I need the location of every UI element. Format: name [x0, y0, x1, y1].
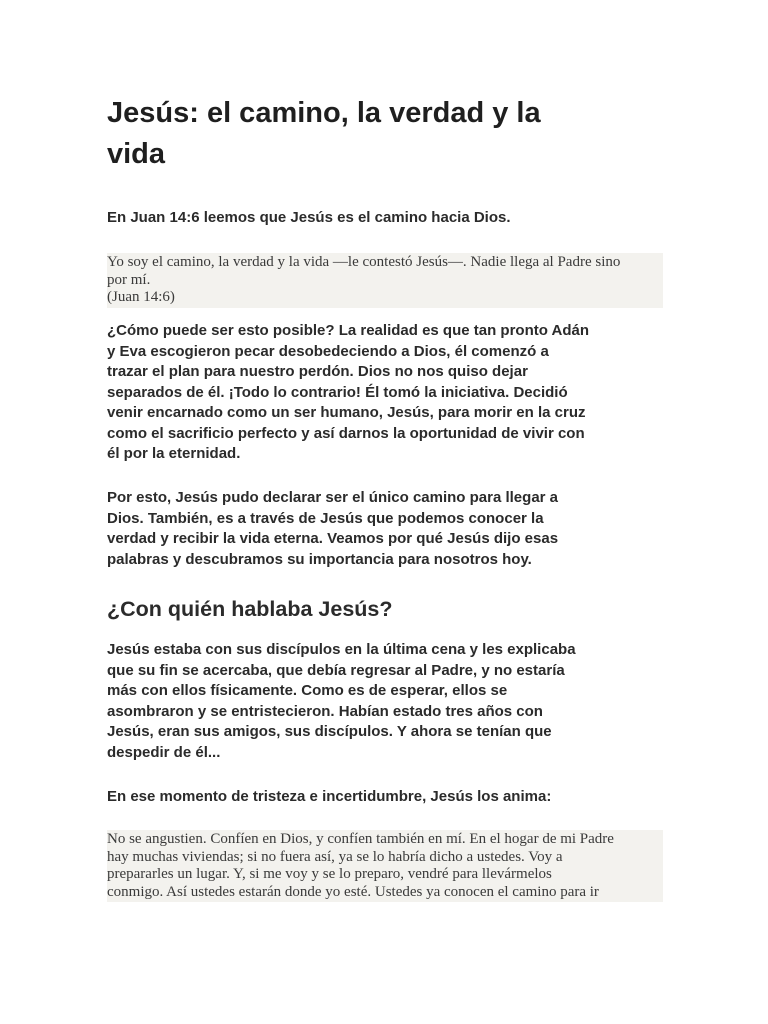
paragraph-line: como el sacrificio perfecto y así darnos la oportunidad de vivir con — [107, 424, 585, 442]
paragraph-only-way — [107, 488, 663, 570]
quote-line: No se angustien. Confíen en Dios, y confíen también en mí. En el hogar de mi Padre — [107, 831, 614, 847]
title-line: Jesús: el camino, la verdad y la — [107, 97, 541, 129]
page-title — [107, 93, 663, 175]
paragraph-line: palabras y descubramos su importancia para nosotros hoy. — [107, 550, 532, 568]
quote-reference: (Juan 14:6) — [107, 289, 175, 305]
paragraph-line: él por la eternidad. — [107, 445, 241, 462]
quote-line: conmigo. Así ustedes estarán donde yo esté. Ustedes ya conocen el camino para ir — [107, 883, 599, 900]
paragraph-line: Dios. También, es a través de Jesús que podemos conocer la — [107, 509, 544, 527]
title-line: vida — [107, 138, 166, 170]
paragraph-line: que su fin se acercaba, que debía regresar al Padre, y no estaría — [107, 661, 565, 679]
bible-quote-juan-14 — [107, 830, 663, 902]
paragraph-line: verdad y recibir la vida eterna. Veamos por qué Jesús dijo esas — [107, 530, 559, 547]
quote-line: prepararles un lugar. Y, si me voy y se lo preparo, vendré para llevármelos — [107, 866, 552, 882]
bible-quote-juan-14-6 — [107, 253, 663, 308]
paragraph-line: más con ellos físicamente. Como es de esperar, ellos se — [107, 682, 508, 699]
intro-paragraph: En Juan 14:6 leemos que Jesús es el camino hacia Dios. — [107, 209, 511, 226]
paragraph-last-supper — [107, 640, 663, 763]
paragraph-line: y Eva escogieron pecar desobedeciendo a Dios, él comenzó a — [107, 342, 549, 360]
paragraph-how-possible — [107, 321, 663, 465]
quote-line: por mí. — [107, 271, 151, 288]
paragraph-line: Por esto, Jesús pudo declarar ser el único camino para llegar a — [107, 489, 559, 506]
paragraph-line: Jesús, eran sus amigos, sus discípulos. Y ahora se tenían que — [107, 723, 552, 740]
paragraph-line: separados de él. ¡Todo lo contrario! Él tomó la iniciativa. Decidió — [107, 383, 568, 401]
quote-line: hay muchas viviendas; si no fuera así, ya se lo habría dicho a ustedes. Voy a — [107, 848, 563, 865]
quote-line: Yo soy el camino, la verdad y la vida —le contestó Jesús—. Nadie llega al Padre sino — [107, 254, 621, 270]
paragraph-line: asombraron y se entristecieron. Habían estado tres años con — [107, 702, 543, 720]
paragraph-line: ¿Cómo puede ser esto posible? La realidad es que tan pronto Adán — [107, 322, 590, 339]
paragraph-line: despedir de él... — [107, 743, 221, 761]
paragraph-line: Jesús estaba con sus discípulos en la última cena y les explicaba — [107, 641, 576, 658]
paragraph-line: trazar el plan para nuestro perdón. Dios no nos quiso dejar — [107, 363, 528, 380]
paragraph-encourages: En ese momento de tristeza e incertidumbre, Jesús los anima: — [107, 788, 552, 805]
paragraph-line: venir encarnado como un ser humano, Jesús, para morir en la cruz — [107, 404, 586, 421]
section-heading: ¿Con quién hablaba Jesús? — [107, 597, 393, 621]
